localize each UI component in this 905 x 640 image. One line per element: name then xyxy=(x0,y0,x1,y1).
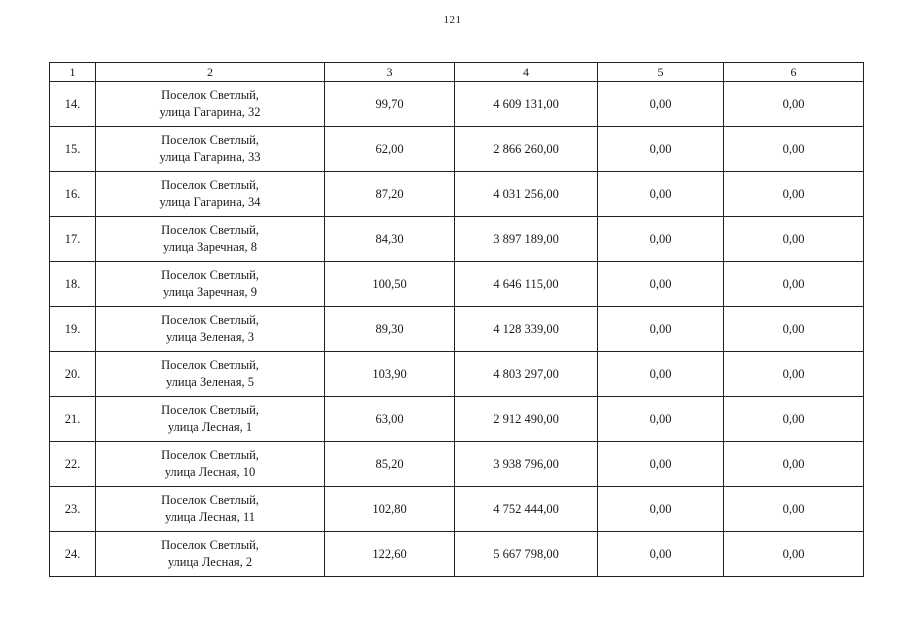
address-cell xyxy=(96,127,325,172)
address-line-2: улица Зеленая, 3 xyxy=(165,330,255,344)
row-number: 17. xyxy=(50,217,96,262)
cell-column-5: 0,00 xyxy=(598,397,724,442)
address-cell xyxy=(96,487,325,532)
address-line-1: Поселок Светлый, xyxy=(161,448,259,462)
row-number: 19. xyxy=(50,307,96,352)
row-number: 15. xyxy=(50,127,96,172)
table-row xyxy=(50,442,864,487)
table-row xyxy=(50,352,864,397)
cell-column-6: 0,00 xyxy=(724,487,864,532)
cell-column-3: 100,50 xyxy=(325,262,455,307)
address-line-2: улица Заречная, 8 xyxy=(162,240,258,254)
address-line-2: улица Гагарина, 33 xyxy=(159,150,261,164)
cell-column-5: 0,00 xyxy=(598,487,724,532)
column-header-6: 6 xyxy=(724,63,864,82)
cell-column-6: 0,00 xyxy=(724,82,864,127)
address-cell xyxy=(96,172,325,217)
cell-column-3: 63,00 xyxy=(325,397,455,442)
cell-column-4: 2 912 490,00 xyxy=(455,397,598,442)
cell-column-5: 0,00 xyxy=(598,532,724,577)
column-header-3: 3 xyxy=(325,63,455,82)
cell-column-6: 0,00 xyxy=(724,532,864,577)
row-number: 21. xyxy=(50,397,96,442)
address-cell xyxy=(96,352,325,397)
cell-column-4: 2 866 260,00 xyxy=(455,127,598,172)
cell-column-3: 84,30 xyxy=(325,217,455,262)
address-line-2: улица Лесная, 11 xyxy=(164,510,256,524)
cell-column-4: 5 667 798,00 xyxy=(455,532,598,577)
address-line-2: улица Лесная, 1 xyxy=(167,420,253,434)
table-row xyxy=(50,307,864,352)
address-line-2: улица Заречная, 9 xyxy=(162,285,258,299)
row-number: 18. xyxy=(50,262,96,307)
cell-column-5: 0,00 xyxy=(598,442,724,487)
column-header-1: 1 xyxy=(50,63,96,82)
address-line-2: улица Гагарина, 32 xyxy=(159,105,261,119)
address-line-1: Поселок Светлый, xyxy=(161,133,259,147)
table-row xyxy=(50,172,864,217)
address-line-2: улица Гагарина, 34 xyxy=(159,195,261,209)
row-number: 14. xyxy=(50,82,96,127)
table-header xyxy=(50,63,864,82)
cell-column-3: 122,60 xyxy=(325,532,455,577)
address-cell xyxy=(96,262,325,307)
cell-column-5: 0,00 xyxy=(598,172,724,217)
cell-column-3: 85,20 xyxy=(325,442,455,487)
page-number: 121 xyxy=(443,14,462,26)
cell-column-3: 89,30 xyxy=(325,307,455,352)
address-line-1: Поселок Светлый, xyxy=(161,178,259,192)
address-cell xyxy=(96,217,325,262)
header-row xyxy=(50,63,864,82)
cell-column-6: 0,00 xyxy=(724,352,864,397)
row-number: 23. xyxy=(50,487,96,532)
cell-column-6: 0,00 xyxy=(724,397,864,442)
address-cell xyxy=(96,532,325,577)
table-row xyxy=(50,217,864,262)
address-line-2: улица Зеленая, 5 xyxy=(165,375,255,389)
table-row xyxy=(50,532,864,577)
row-number: 24. xyxy=(50,532,96,577)
address-cell xyxy=(96,397,325,442)
address-line-1: Поселок Светлый, xyxy=(161,313,259,327)
column-header-5: 5 xyxy=(598,63,724,82)
cell-column-4: 4 752 444,00 xyxy=(455,487,598,532)
cell-column-4: 4 609 131,00 xyxy=(455,82,598,127)
cell-column-6: 0,00 xyxy=(724,307,864,352)
address-cell xyxy=(96,307,325,352)
address-line-1: Поселок Светлый, xyxy=(161,358,259,372)
property-table xyxy=(49,62,864,577)
cell-column-5: 0,00 xyxy=(598,307,724,352)
cell-column-5: 0,00 xyxy=(598,82,724,127)
cell-column-6: 0,00 xyxy=(724,127,864,172)
address-line-1: Поселок Светлый, xyxy=(161,493,259,507)
cell-column-6: 0,00 xyxy=(724,442,864,487)
cell-column-3: 99,70 xyxy=(325,82,455,127)
cell-column-4: 4 646 115,00 xyxy=(455,262,598,307)
row-number: 22. xyxy=(50,442,96,487)
cell-column-3: 87,20 xyxy=(325,172,455,217)
row-number: 16. xyxy=(50,172,96,217)
cell-column-4: 3 897 189,00 xyxy=(455,217,598,262)
table-row xyxy=(50,82,864,127)
cell-column-3: 102,80 xyxy=(325,487,455,532)
column-header-4: 4 xyxy=(455,63,598,82)
table-body xyxy=(50,82,864,577)
address-line-1: Поселок Светлый, xyxy=(161,88,259,102)
cell-column-5: 0,00 xyxy=(598,352,724,397)
cell-column-5: 0,00 xyxy=(598,217,724,262)
cell-column-4: 3 938 796,00 xyxy=(455,442,598,487)
cell-column-3: 103,90 xyxy=(325,352,455,397)
address-line-2: улица Лесная, 10 xyxy=(164,465,256,479)
cell-column-5: 0,00 xyxy=(598,127,724,172)
address-line-1: Поселок Светлый, xyxy=(161,403,259,417)
cell-column-5: 0,00 xyxy=(598,262,724,307)
row-number: 20. xyxy=(50,352,96,397)
address-line-1: Поселок Светлый, xyxy=(161,223,259,237)
table-row xyxy=(50,487,864,532)
table-row xyxy=(50,262,864,307)
table-row xyxy=(50,397,864,442)
cell-column-4: 4 031 256,00 xyxy=(455,172,598,217)
cell-column-6: 0,00 xyxy=(724,262,864,307)
cell-column-4: 4 803 297,00 xyxy=(455,352,598,397)
address-cell xyxy=(96,82,325,127)
cell-column-3: 62,00 xyxy=(325,127,455,172)
table-row xyxy=(50,127,864,172)
address-line-2: улица Лесная, 2 xyxy=(167,555,253,569)
address-line-1: Поселок Светлый, xyxy=(161,538,259,552)
cell-column-6: 0,00 xyxy=(724,217,864,262)
cell-column-4: 4 128 339,00 xyxy=(455,307,598,352)
address-line-1: Поселок Светлый, xyxy=(161,268,259,282)
cell-column-6: 0,00 xyxy=(724,172,864,217)
column-header-2: 2 xyxy=(96,63,325,82)
address-cell xyxy=(96,442,325,487)
